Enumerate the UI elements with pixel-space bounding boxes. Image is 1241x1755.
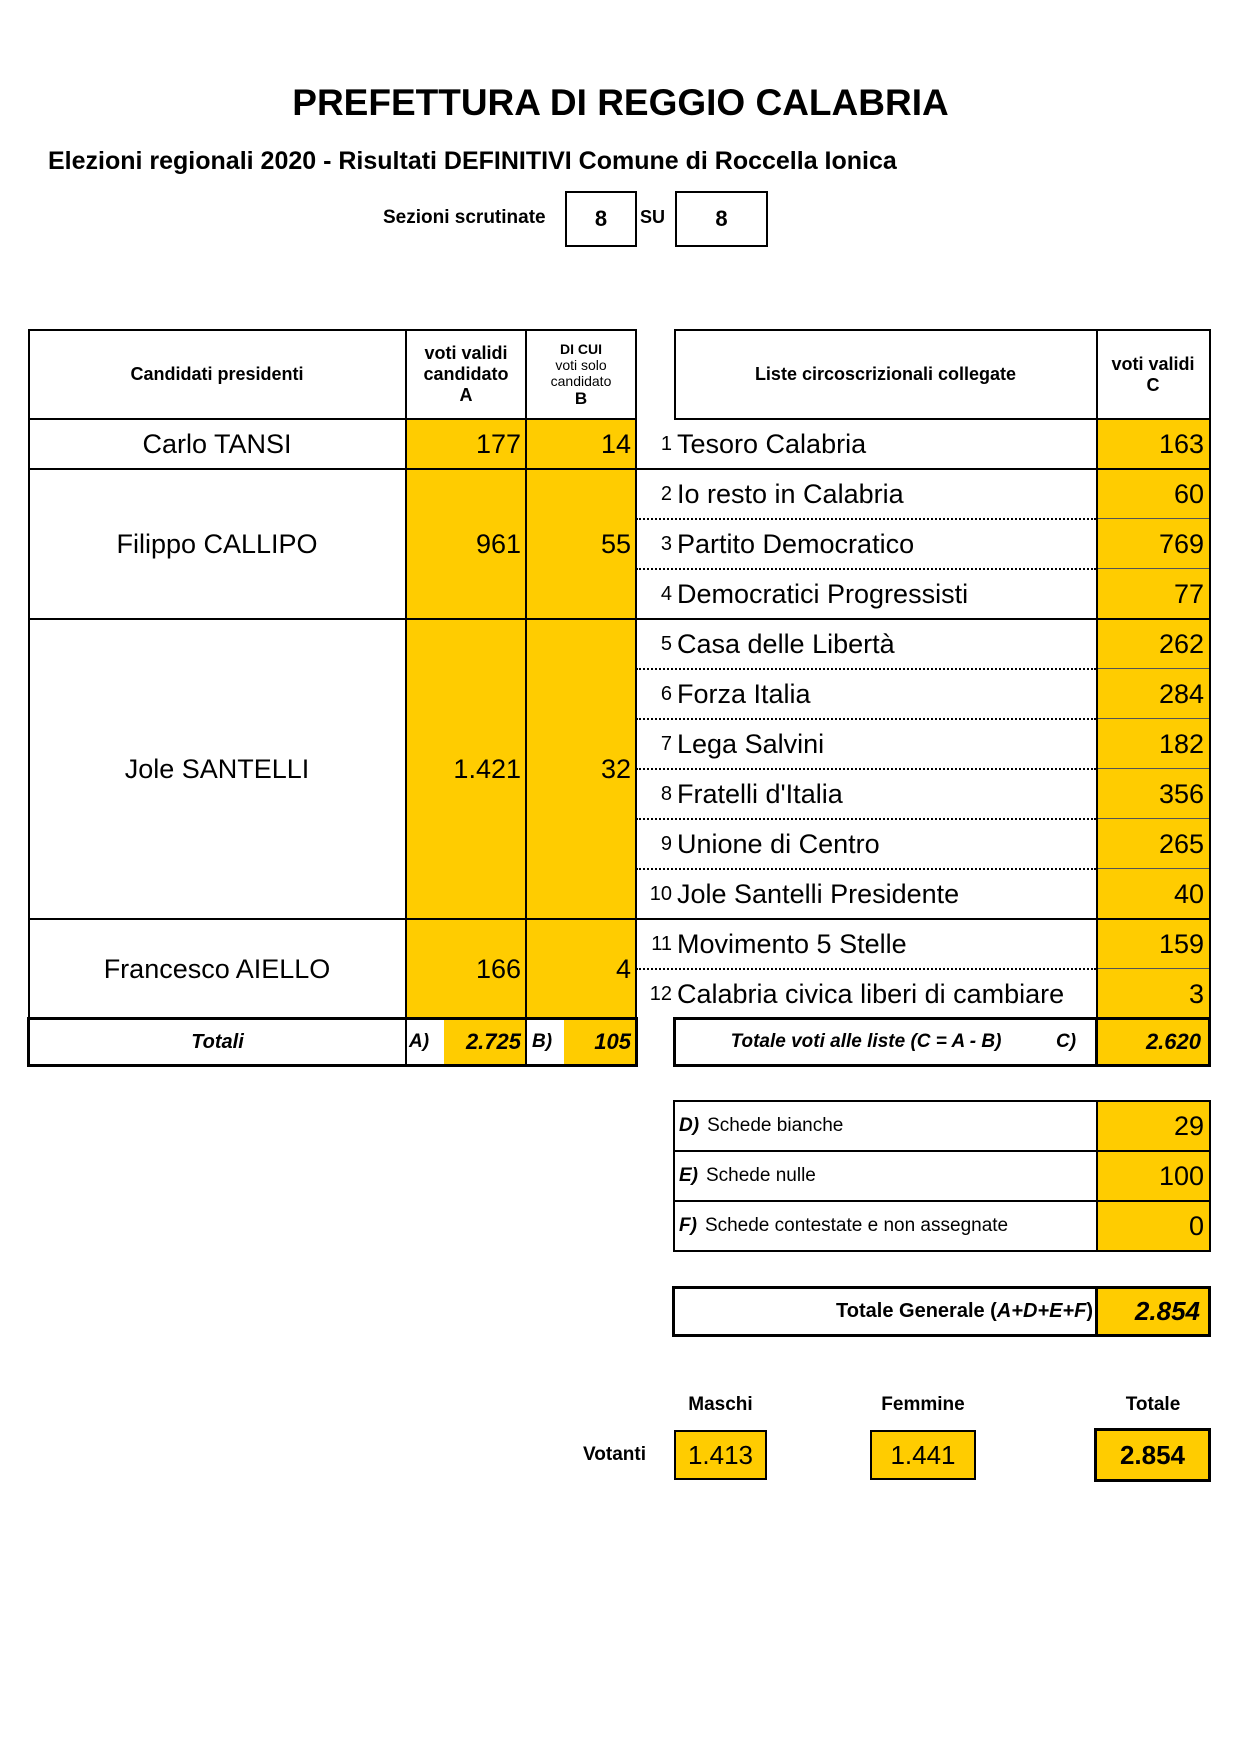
schede-contestate-label: Schede contestate e non assegnate: [704, 1215, 1009, 1236]
list-number: 5: [660, 632, 672, 655]
totale-b-letter: B): [532, 1031, 553, 1052]
page-subtitle: Elezioni regionali 2020 - Risultati DEFINITIVI Comune di Roccella Ionica: [48, 147, 897, 175]
candidate-name: Carlo TANSI: [142, 428, 292, 459]
candidate-voti-b: 4: [615, 953, 631, 984]
col-header-c-line1: voti validi: [1111, 353, 1195, 374]
list-name: Partito Democratico: [677, 528, 915, 559]
totale-generale-prefix: Totale Generale (: [836, 1300, 997, 1322]
f-letter: F): [679, 1215, 697, 1236]
page-title: PREFETTURA DI REGGIO CALABRIA: [292, 82, 949, 123]
list-number: 6: [660, 682, 672, 705]
list-number: 8: [660, 782, 672, 805]
list-number: 9: [660, 832, 672, 855]
col-header-b: [526, 330, 636, 419]
totale-c-value: 2.620: [1145, 1029, 1201, 1054]
totale-votanti-label: Totale: [1125, 1394, 1181, 1415]
schede-nulle-row: [679, 1152, 1089, 1200]
candidate-voti-a: 961: [475, 528, 521, 559]
list-number: 1: [660, 432, 672, 455]
col-header-b-line4: B: [574, 388, 588, 408]
col-header-b-line3: candidato: [550, 372, 612, 389]
candidate-name: Filippo CALLIPO: [116, 528, 318, 559]
list-number: 2: [660, 482, 672, 505]
list-voti: 182: [1158, 728, 1204, 759]
d-letter: D): [679, 1115, 700, 1136]
col-header-a-line1: voti validi: [424, 343, 508, 364]
col-header-b-line2: voti solo: [555, 356, 607, 373]
list-name: Unione di Centro: [677, 828, 880, 859]
list-name: Fratelli d'Italia: [677, 778, 843, 809]
list-voti: 3: [1188, 978, 1204, 1009]
list-voti: 265: [1158, 828, 1204, 859]
totale-c-letter: C): [1056, 1031, 1077, 1052]
list-number: 7: [660, 732, 672, 755]
list-voti: 356: [1158, 778, 1204, 809]
list-number: 10: [649, 882, 672, 905]
candidate-voti-a: 1.421: [453, 753, 521, 784]
list-number: 11: [651, 932, 672, 955]
totale-b-value: 105: [594, 1029, 631, 1054]
maschi-value: 1.413: [674, 1430, 767, 1480]
col-header-c: [1097, 330, 1209, 419]
col-header-c-line2: C: [1146, 374, 1160, 395]
totale-generale-suffix: ): [1086, 1300, 1093, 1322]
schede-table: [673, 1100, 1211, 1252]
col-header-b-line1: DI CUI: [560, 340, 602, 357]
list-name: Io resto in Calabria: [677, 478, 904, 509]
candidate-voti-b: 14: [600, 428, 631, 459]
schede-bianche-row: [679, 1102, 1089, 1150]
list-name: Jole Santelli Presidente: [677, 878, 960, 909]
totale-a-value: 2.725: [465, 1029, 521, 1054]
candidate-voti-b: 55: [600, 528, 631, 559]
list-name: Lega Salvini: [677, 728, 825, 759]
femmine-label: Femmine: [881, 1394, 965, 1415]
totale-a-letter: A): [409, 1031, 430, 1052]
schede-contestate-row: [679, 1202, 1089, 1250]
e-letter: E): [679, 1165, 698, 1186]
list-voti: 77: [1173, 578, 1204, 609]
totale-generale-label: [675, 1289, 1093, 1334]
candidate-voti-a: 166: [475, 953, 521, 984]
candidate-voti-b: 32: [600, 753, 631, 784]
schede-bianche-label: Schede bianche: [707, 1115, 844, 1136]
schede-nulle-value: 100: [1158, 1160, 1204, 1191]
list-name: Tesoro Calabria: [677, 428, 867, 459]
schede-nulle-label: Schede nulle: [706, 1165, 816, 1186]
totale-generale-formula: A+D+E+F: [996, 1300, 1087, 1322]
totale-votanti-value: 2.854: [1094, 1428, 1211, 1482]
list-name: Forza Italia: [677, 678, 811, 709]
list-voti: 159: [1158, 928, 1204, 959]
totale-liste-label: Totale voti alle liste (C = A - B): [730, 1031, 1002, 1052]
list-number: 4: [660, 582, 672, 605]
list-name: Calabria civica liberi di cambiare: [677, 978, 1065, 1009]
list-number: 3: [660, 532, 672, 555]
col-header-a-line2: candidato: [423, 364, 509, 385]
list-voti: 60: [1173, 478, 1204, 509]
col-header-liste: Liste circoscrizionali collegate: [754, 364, 1017, 385]
su-label: SU: [640, 207, 666, 227]
col-header-candidati: Candidati presidenti: [130, 364, 304, 385]
totale-generale-box: [672, 1286, 1211, 1337]
candidate-voti-a: 177: [475, 428, 521, 459]
maschi-label: Maschi: [688, 1394, 753, 1415]
votanti-label: Votanti: [583, 1444, 646, 1465]
femmine-value: 1.441: [870, 1430, 976, 1480]
list-voti: 163: [1158, 428, 1204, 459]
sezioni-scrutinate-box: 8: [565, 191, 637, 247]
candidate-name: Francesco AIELLO: [103, 953, 331, 984]
col-header-a: [406, 330, 526, 419]
list-name: Movimento 5 Stelle: [677, 928, 907, 959]
list-name: Casa delle Libertà: [677, 628, 895, 659]
list-number: 12: [649, 982, 672, 1005]
schede-contestate-value: 0: [1188, 1210, 1204, 1241]
candidate-name: Jole SANTELLI: [124, 753, 310, 784]
sezioni-label: Sezioni scrutinate: [383, 207, 546, 228]
list-voti: 769: [1158, 528, 1204, 559]
list-name: Democratici Progressisti: [677, 578, 969, 609]
list-voti: 262: [1158, 628, 1204, 659]
totale-generale-value: 2.854: [1134, 1296, 1200, 1326]
list-voti: 284: [1158, 678, 1204, 709]
sezioni-totali-box: 8: [675, 191, 768, 247]
schede-bianche-value: 29: [1173, 1110, 1204, 1141]
totali-label: Totali: [191, 1030, 244, 1053]
list-voti: 40: [1173, 878, 1204, 909]
col-header-a-line3: A: [459, 384, 473, 405]
